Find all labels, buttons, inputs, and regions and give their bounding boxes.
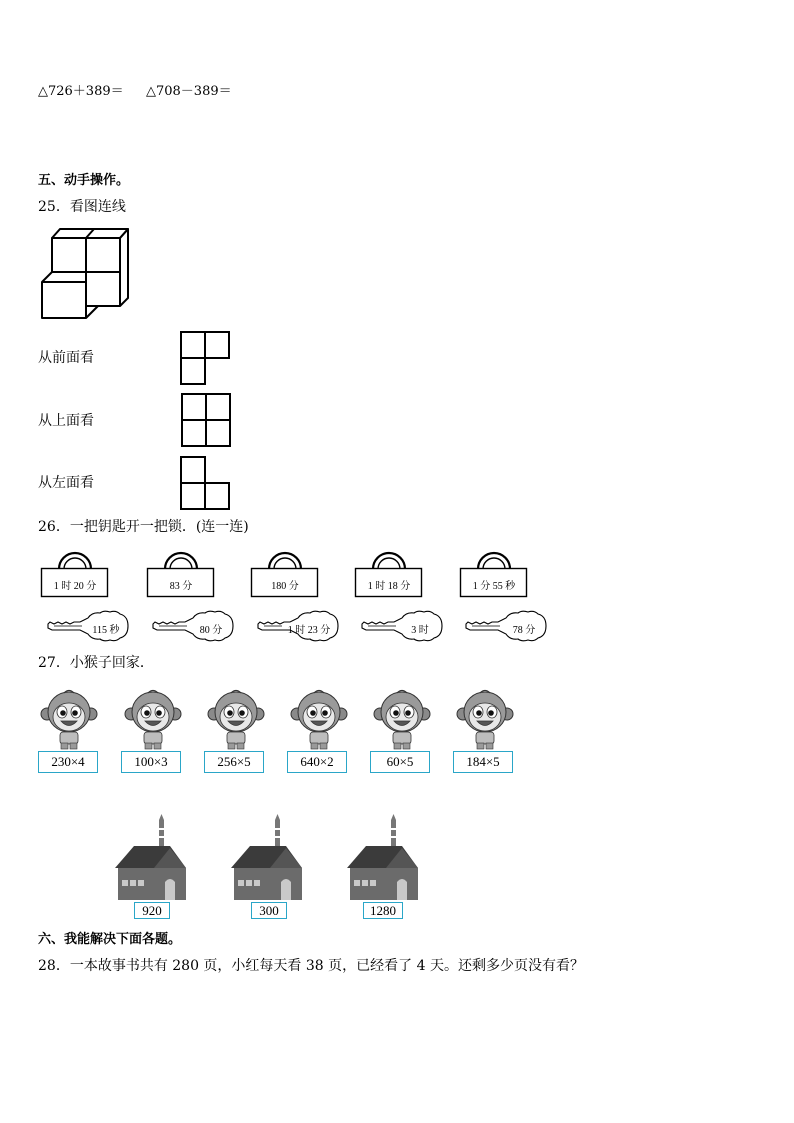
monkey-expression-3: 256×5	[204, 751, 264, 773]
house-number-1: 920	[134, 902, 170, 919]
key-label: 78 分	[512, 625, 536, 636]
key-4	[360, 610, 444, 644]
monkey-expression-1: 230×4	[38, 751, 98, 773]
key-label: 1 时 23 分	[287, 625, 331, 636]
monkey-icon	[207, 688, 265, 750]
section-6-title: 六、我能解决下面各题。	[38, 932, 182, 947]
key-label: 80 分	[199, 625, 223, 636]
lock-label: 1 时 18 分	[367, 581, 411, 592]
calc-expression-1: △726＋389＝	[38, 84, 124, 99]
section-5-title: 五、动手操作。	[38, 173, 130, 188]
cube-stack-figure	[38, 226, 132, 322]
calc-expression-2: △708－389＝	[146, 84, 232, 99]
key-label: 3 时	[411, 625, 429, 636]
view-shape-2	[180, 392, 232, 448]
view-shape-3	[179, 455, 231, 511]
monkey-icon	[40, 688, 98, 750]
view-shape-1	[179, 330, 231, 386]
question-26-title: 26．一把钥匙开一把锁．(连一连)	[38, 519, 249, 535]
key-5	[464, 610, 548, 644]
lock-4	[354, 548, 424, 598]
lock-1	[40, 548, 110, 598]
lock-label: 1 时 20 分	[53, 581, 97, 592]
view-label-front: 从前面看	[38, 350, 94, 366]
key-label: 115 秒	[92, 625, 120, 636]
lock-3	[250, 548, 320, 598]
house-number-3: 1280	[363, 902, 403, 919]
key-3	[256, 610, 340, 644]
monkey-icon	[124, 688, 182, 750]
house-icon	[114, 814, 188, 902]
lock-label: 180 分	[271, 581, 299, 592]
question-27-title: 27．小猴子回家．	[38, 655, 154, 671]
house-number-2: 300	[251, 902, 287, 919]
view-label-left: 从左面看	[38, 475, 94, 491]
monkey-expression-5: 60×5	[370, 751, 430, 773]
key-1	[46, 610, 130, 644]
lock-label: 83 分	[169, 581, 193, 592]
key-2	[151, 610, 235, 644]
question-28-text: 28．一本故事书共有 280 页，小红每天看 38 页，已经看了 4 天。还剩多少页没有看？	[38, 958, 584, 974]
monkey-icon	[456, 688, 514, 750]
house-icon	[230, 814, 304, 902]
house-icon	[346, 814, 420, 902]
monkey-expression-4: 640×2	[287, 751, 347, 773]
lock-5	[459, 548, 529, 598]
view-label-top: 从上面看	[38, 413, 94, 429]
monkey-icon	[290, 688, 348, 750]
monkey-expression-2: 100×3	[121, 751, 181, 773]
monkey-expression-6: 184×5	[453, 751, 513, 773]
lock-2	[146, 548, 216, 598]
monkey-icon	[373, 688, 431, 750]
lock-label: 1 分 55 秒	[472, 581, 516, 592]
question-25-title: 25．看图连线	[38, 199, 126, 215]
